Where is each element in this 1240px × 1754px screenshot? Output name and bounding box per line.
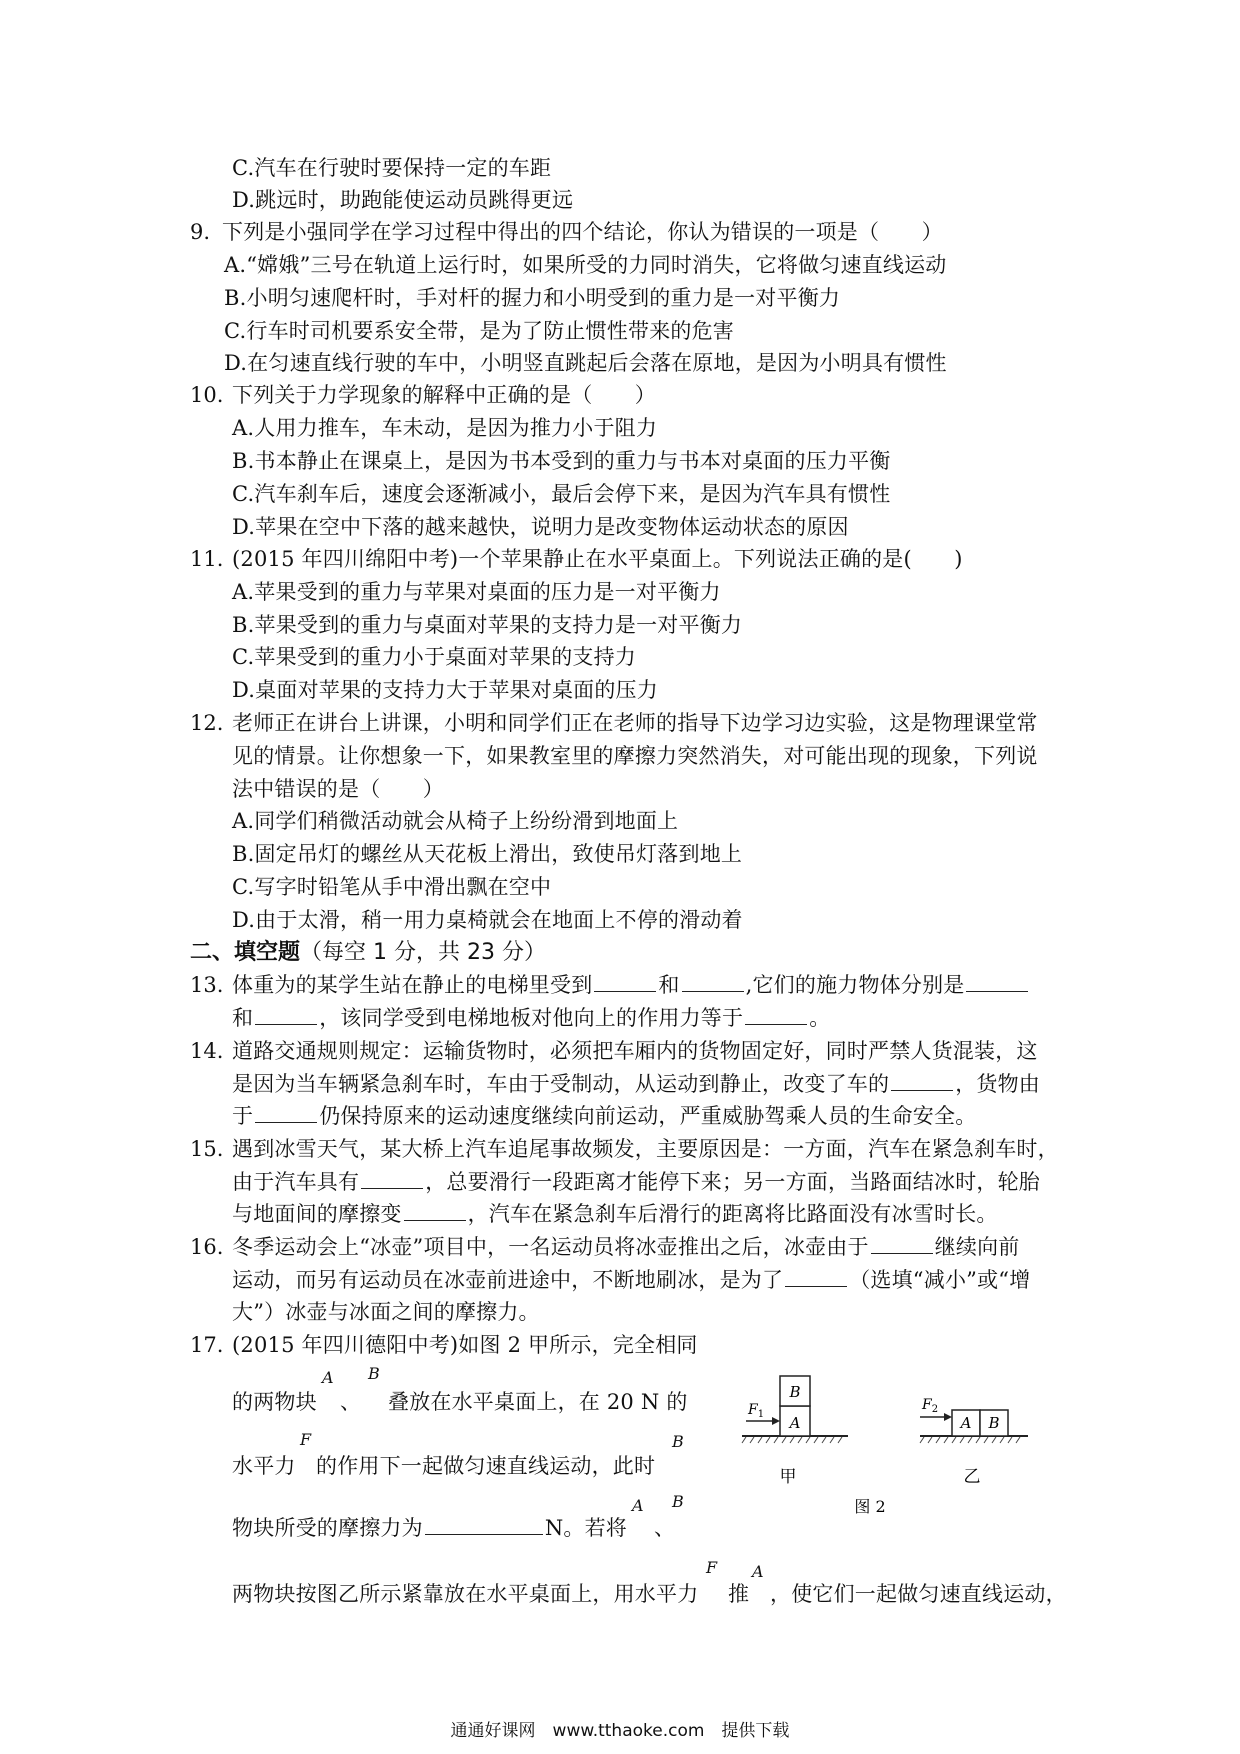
q11-option-b: B.苹果受到的重力与桌面对苹果的支持力是一对平衡力 <box>232 613 743 637</box>
answer-blank[interactable] <box>594 971 656 992</box>
q17-text-5c: ，使它们一起做匀速直线运动， <box>770 1582 1067 1606</box>
q15-number: 15. <box>190 1137 224 1161</box>
q9-option-d: D.在匀速直线行驶的车中，小明竖直跳起后会落在原地，是因为小明具有惯性 <box>224 351 947 375</box>
q17-var-b3: B <box>672 1492 684 1511</box>
footer: 通通好课网 www.tthaoke.com 提供下载 <box>450 1721 790 1741</box>
q12-stem-line3: 法中错误的是（ ） <box>232 777 444 801</box>
q13-text-5: ，该同学受到电梯地板对他向上的作用力等于 <box>319 1006 744 1030</box>
q12-option-c: C.写字时铅笔从手中滑出飘在空中 <box>232 875 552 899</box>
force-1-letter: F <box>748 1402 758 1418</box>
q11-option-a: A.苹果受到的重力与苹果对桌面的压力是一对平衡力 <box>232 580 721 604</box>
q17-text-4b: N。若将 <box>544 1516 627 1540</box>
figure-caption: 图 2 <box>854 1497 886 1516</box>
q12-stem-line2: 见的情景。让你想象一下，如果教室里的摩擦力突然消失，对可能出现的现象，下列说 <box>232 744 1038 768</box>
q17-var-a2: A <box>632 1496 644 1515</box>
q15-text-2a: 由于汽车具有 <box>232 1170 360 1194</box>
q13-text-2: 和 <box>658 973 680 997</box>
q15-text-2b: ，总要滑行一段距离才能停下来；另一方面，当路面结冰时，轮胎 <box>425 1170 1041 1194</box>
answer-blank[interactable] <box>871 1233 933 1254</box>
q17-number: 17. <box>190 1333 224 1357</box>
q17-var-b2: B <box>672 1432 684 1451</box>
q11-option-c: C.苹果受到的重力小于桌面对苹果的支持力 <box>232 645 636 669</box>
answer-blank[interactable] <box>745 1004 807 1025</box>
q14-line3 <box>232 1102 976 1130</box>
q17-text-2a: 的两物块 <box>232 1390 317 1414</box>
section-title: 二、填空题 <box>190 940 301 965</box>
q17-text-4c: 、 <box>654 1516 676 1540</box>
q13-line2 <box>232 1004 830 1032</box>
q10-option-a: A.人用力推车，车未动，是因为推力小于阻力 <box>232 416 658 440</box>
q9-option-b: B.小明匀速爬杆时，手对杆的握力和小明受到的重力是一对平衡力 <box>224 286 841 310</box>
q9-option-a: A.“嫦娥”三号在轨道上运行时，如果所受的力同时消失，它将做匀速直线运动 <box>224 253 947 277</box>
q14-number: 14. <box>190 1039 224 1063</box>
q11-option-d: D.桌面对苹果的支持力大于苹果对桌面的压力 <box>232 678 658 702</box>
answer-blank[interactable] <box>425 1514 543 1535</box>
figure-left-stacked <box>742 1376 848 1487</box>
block-a-label: A <box>789 1414 801 1432</box>
q17-text-2c: 叠放在水平桌面上，在 20 N 的 <box>388 1390 688 1414</box>
q14-text-3a: 于 <box>232 1104 254 1128</box>
q13-text-4: 和 <box>232 1006 254 1030</box>
q13-text-6: 。 <box>809 1006 831 1030</box>
q14-line1: 道路交通规则规定：运输货物时，必须把车厢内的货物固定好，同时严禁人货混装，这 <box>232 1039 1038 1063</box>
q8-option-d: D.跳远时，助跑能使运动员跳得更远 <box>232 188 574 212</box>
section-heading <box>190 939 546 967</box>
q10-option-d: D.苹果在空中下落的越来越快，说明力是改变物体运动状态的原因 <box>232 515 849 539</box>
force-1-sub: 1 <box>757 1409 765 1420</box>
answer-blank[interactable] <box>785 1266 847 1287</box>
force-2-sub: 2 <box>931 1404 939 1415</box>
q17-text-4a: 物块所受的摩擦力为 <box>232 1516 423 1540</box>
q16-line2 <box>232 1266 1030 1294</box>
q17-var-b: B <box>368 1364 380 1383</box>
force-label-2 <box>921 1397 938 1415</box>
q16-text-1a: 冬季运动会上“冰壶”项目中，一名运动员将冰壶推出之后，冰壶由于 <box>232 1235 869 1259</box>
q15-line3 <box>232 1200 998 1228</box>
block-b-right-label: B <box>988 1414 1000 1432</box>
q12-stem-line1: 老师正在讲台上讲课，小明和同学们正在老师的指导下边学习边实验，这是物理课堂常 <box>232 711 1038 735</box>
q13-number: 13. <box>190 973 224 997</box>
block-b-label: B <box>789 1383 801 1401</box>
figure-left-label: 甲 <box>779 1467 797 1487</box>
force-2-letter: F <box>922 1397 932 1413</box>
q14-text-3b: 仍保持原来的运动速度继续向前运动，严重威胁驾乘人员的生命安全。 <box>319 1104 977 1128</box>
q17-var-a3: A <box>752 1562 764 1581</box>
figure-2 <box>740 1362 1040 1522</box>
q12-option-b: B.固定吊灯的螺丝从天花板上滑出，致使吊灯落到地上 <box>232 842 743 866</box>
q15-line2 <box>232 1168 1040 1196</box>
answer-blank[interactable] <box>404 1200 466 1221</box>
q16-text-2a: 运动，而另有运动员在冰壶前进途中，不断地刷冰，是为了 <box>232 1268 784 1292</box>
q17-text-5b: 推 <box>728 1582 750 1606</box>
q17-line4 <box>232 1514 627 1542</box>
q12-number: 12. <box>190 711 224 735</box>
q10-number: 10. <box>190 383 224 407</box>
q17-text-3a: 水平力 <box>232 1454 296 1478</box>
q12-option-d: D.由于太滑，稍一用力桌椅就会在地面上不停的滑动着 <box>232 908 743 932</box>
force-label-1 <box>747 1402 764 1420</box>
q9-option-c: C.行车时司机要系安全带，是为了防止惯性带来的危害 <box>224 319 734 343</box>
q17-var-f: F <box>300 1430 312 1449</box>
figure-right-side-by-side <box>920 1397 1028 1487</box>
q14-text-2a: 是因为当车辆紧急刹车时，车由于受制动，从运动到静止，改变了车的 <box>232 1072 890 1096</box>
q14-line2 <box>232 1070 1040 1098</box>
q11-number: 11. <box>190 547 224 571</box>
q17-var-a: A <box>322 1368 334 1387</box>
q14-text-2b: ，货物由 <box>955 1072 1041 1096</box>
q17-var-f2: F <box>706 1558 718 1577</box>
arrow-head-1 <box>772 1417 780 1425</box>
q13-text-3: ,它们的施力物体分别是 <box>745 973 965 997</box>
q16-text-1b: 继续向前 <box>934 1235 1020 1259</box>
q17-text-2b: 、 <box>340 1390 362 1414</box>
q17-text-3b: 的作用下一起做匀速直线运动，此时 <box>316 1454 656 1478</box>
q10-option-c: C.汽车刹车后，速度会逐渐减小，最后会停下来，是因为汽车具有惯性 <box>232 482 891 506</box>
q9-stem: 下列是小强同学在学习过程中得出的四个结论，你认为错误的一项是（ ） <box>222 220 943 244</box>
q17-line1: (2015 年四川德阳中考)如图 2 甲所示，完全相同 <box>232 1333 698 1357</box>
arrow-head-2 <box>944 1413 952 1421</box>
answer-blank[interactable] <box>891 1070 953 1091</box>
q13-line1 <box>232 971 1030 999</box>
answer-blank[interactable] <box>966 971 1028 992</box>
q11-stem: (2015 年四川绵阳中考)一个苹果静止在水平桌面上。下列说法正确的是( ) <box>232 547 963 571</box>
answer-blank[interactable] <box>361 1168 423 1189</box>
q13-text-1: 体重为的某学生站在静止的电梯里受到 <box>232 973 593 997</box>
q9-number: 9. <box>190 220 211 244</box>
section-note: （每空 1 分，共 23 分） <box>300 940 546 965</box>
figure-right-label: 乙 <box>963 1467 981 1487</box>
answer-blank[interactable] <box>255 1102 317 1123</box>
block-a-right-label: A <box>960 1414 972 1432</box>
q10-option-b: B.书本静止在课桌上，是因为书本受到的重力与书本对桌面的压力平衡 <box>232 449 891 473</box>
q8-option-c: C.汽车在行驶时要保持一定的车距 <box>232 156 552 180</box>
q15-text-3b: ，汽车在紧急刹车后滑行的距离将比路面没有冰雪时长。 <box>467 1202 998 1226</box>
q16-number: 16. <box>190 1235 224 1259</box>
q16-line3: 大”）冰壶与冰面之间的摩擦力。 <box>232 1300 540 1324</box>
q17-text-5a: 两物块按图乙所示紧靠放在水平桌面上，用水平力 <box>232 1582 699 1606</box>
q16-line1 <box>232 1233 1019 1261</box>
q12-option-a: A.同学们稍微活动就会从椅子上纷纷滑到地面上 <box>232 809 679 833</box>
q15-text-3a: 与地面间的摩擦变 <box>232 1202 402 1226</box>
q10-stem: 下列关于力学现象的解释中正确的是（ ） <box>232 383 656 407</box>
answer-blank[interactable] <box>255 1004 317 1025</box>
answer-blank[interactable] <box>682 971 744 992</box>
q16-text-2b: （选填“减小”或“增 <box>849 1268 1031 1292</box>
q15-line1: 遇到冰雪天气，某大桥上汽车追尾事故频发，主要原因是：一方面，汽车在紧急刹车时， <box>232 1137 1059 1161</box>
